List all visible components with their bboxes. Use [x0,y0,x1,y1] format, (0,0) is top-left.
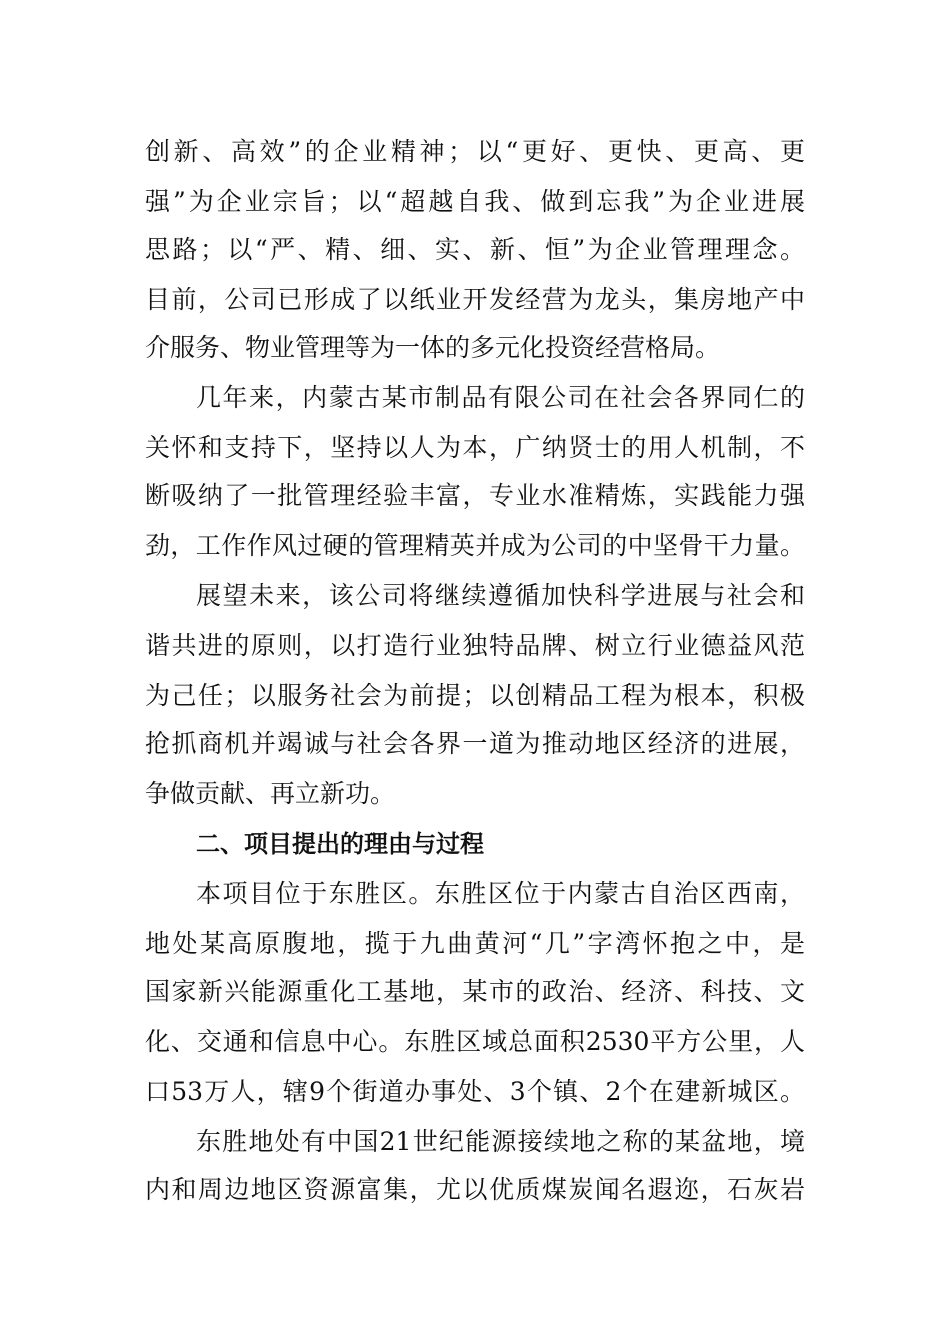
body-text-line: 地处某高原腹地，揽于九曲黄河“几”字湾怀抱之中，是 [145,929,805,958]
body-text-line: 国家新兴能源重化工基地，某市的政治、经济、科技、文 [145,977,805,1006]
body-text-line: 创新、高效”的企业精神；以“更好、更快、更高、更 [145,137,805,166]
body-text-line: 强”为企业宗旨；以“超越自我、做到忘我”为企业进展 [145,187,805,216]
paragraph-first-line: 东胜地处有中国21世纪能源接续地之称的某盆地，境 [196,1127,805,1156]
body-text-line: 关怀和支持下，坚持以人为本，广纳贤士的用人机制，不 [145,433,805,462]
body-text-line: 抢抓商机并竭诚与社会各界一道为推动地区经济的进展， [145,729,805,758]
body-text-line: 争做贡献、再立新功。 [145,779,396,808]
body-text-line: 内和周边地区资源富集，尤以优质煤炭闻名遐迩，石灰岩 [145,1175,805,1204]
body-text-line: 化、交通和信息中心。东胜区域总面积2530平方公里，人 [145,1027,805,1056]
body-text-line: 目前，公司已形成了以纸业开发经营为龙头，集房地产中 [145,285,805,314]
body-text-line: 断吸纳了一批管理经验丰富，专业水准精炼，实践能力强 [145,481,805,510]
paragraph-first-line: 展望未来，该公司将继续遵循加快科学进展与社会和 [196,581,805,610]
body-text-line: 为己任；以服务社会为前提；以创精品工程为根本，积极 [145,681,805,710]
body-text-line: 介服务、物业管理等为一体的多元化投资经营格局。 [145,333,721,362]
section-heading: 二、项目提出的理由与过程 [196,830,484,858]
body-text-line: 谐共进的原则，以打造行业独特品牌、树立行业德益风范 [145,631,805,660]
body-text-line: 口53万人，辖9个街道办事处、3个镇、2个在建新城区。 [145,1077,805,1106]
body-text-line: 劲，工作作风过硬的管理精英并成为公司的中坚骨干力量。 [145,531,805,560]
paragraph-first-line: 几年来，内蒙古某市制品有限公司在社会各界同仁的 [196,383,805,412]
paragraph-first-line: 本项目位于东胜区。东胜区位于内蒙古自治区西南， [196,879,805,908]
body-text-line: 思路；以“严、精、细、实、新、恒”为企业管理理念。 [145,235,805,264]
